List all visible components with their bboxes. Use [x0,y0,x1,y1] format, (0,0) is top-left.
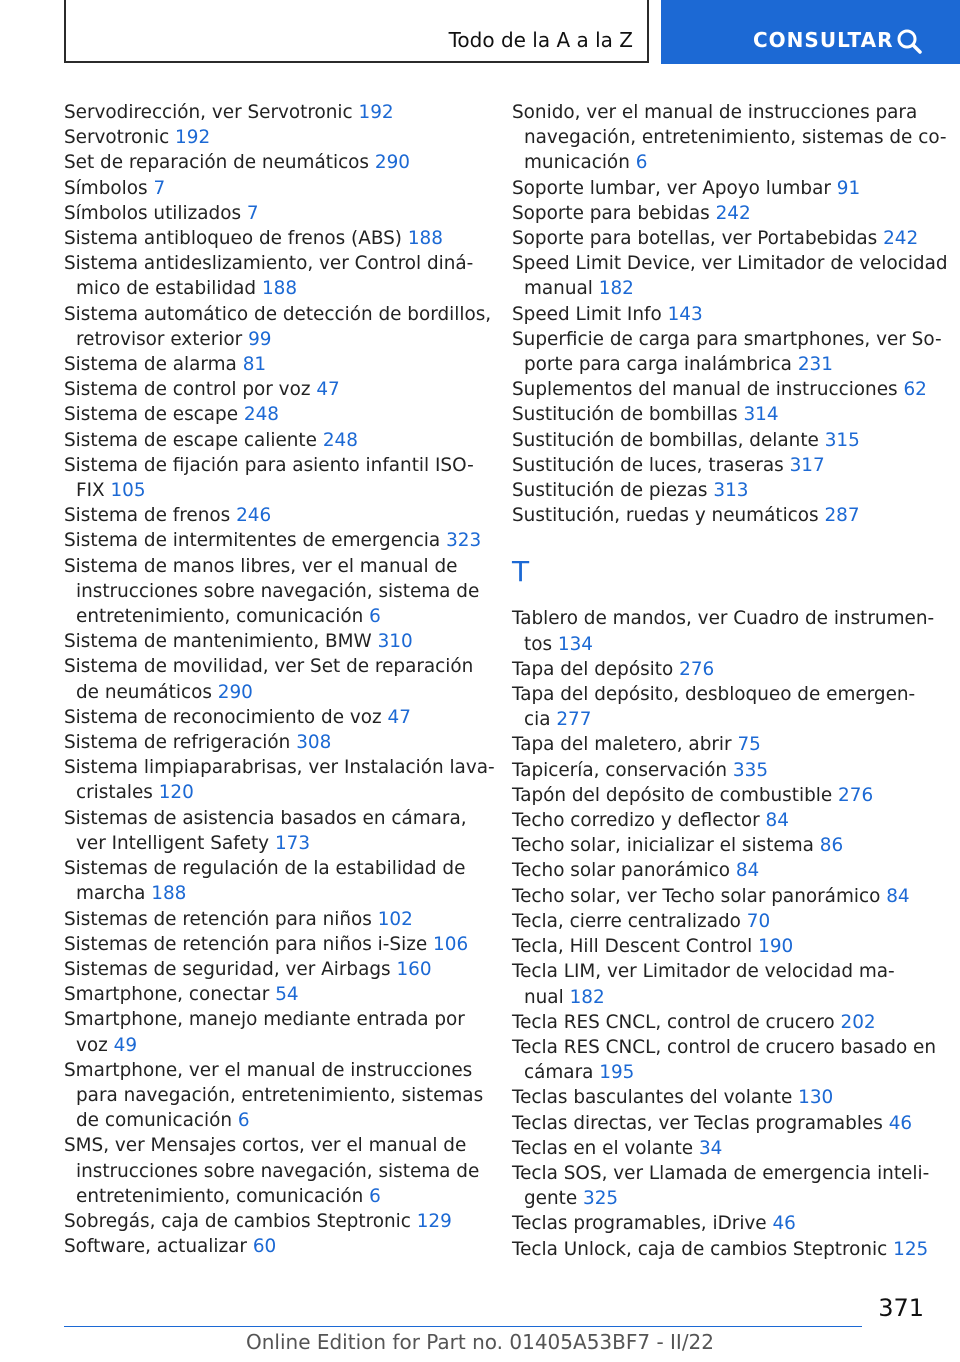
page-link[interactable]: 276 [679,658,715,680]
page-link[interactable]: 276 [838,784,874,806]
entry-text: Servodirección, ver Servotronic [64,102,353,123]
page-link[interactable]: 34 [698,1137,723,1159]
entry-text: Sistema de fijación para asiento infantil ISO- [64,454,474,476]
page-link[interactable]: 62 [903,379,927,401]
entry-continuation: porte para carga inalámbrica [524,354,792,376]
entry-text: Speed Limit Info [512,303,662,325]
index-entry [64,150,484,175]
index-entry [64,1133,484,1209]
page-link[interactable]: 130 [798,1087,834,1109]
entry-text: Sistema limpiaparabrisas, ver Instalación lava- [64,757,495,779]
page-link[interactable]: 231 [797,354,833,376]
page-link[interactable]: 106 [433,933,469,955]
entry-text: Tapicería, conservación [512,759,728,781]
page-link[interactable]: 84 [735,860,760,882]
page-link[interactable]: 242 [715,202,751,224]
entry-continuation: manual [524,278,593,300]
entry-text: Tecla SOS, ver Llamada de emergencia inteli- [512,1162,930,1184]
entry-text: Sistema de intermitentes de emergencia [64,530,441,552]
index-entry [512,327,942,377]
entry-continuation: retrovisor exterior [76,328,243,350]
entry-text: Sistema antideslizamiento, ver Control diná- [64,253,474,275]
entry-text: Sistemas de seguridad, ver Airbags [64,958,391,980]
entry-continuation: voz [76,1034,108,1056]
index-entry [64,302,492,352]
entry-text: Techo solar, inicializar el sistema [512,835,814,857]
page-link[interactable]: 315 [824,429,860,451]
index-entry [64,1234,484,1259]
entry-continuation: entretenimiento, comunicación [76,1185,364,1207]
index-entry [64,629,484,654]
entry-text: Tecla Unlock, caja de cambios Steptronic [512,1238,888,1260]
entry-text: Sistema de escape [64,404,239,426]
index-entry [512,302,932,327]
page-link[interactable]: 84 [886,885,910,907]
entry-continuation: tos [524,633,553,655]
entry-text: Teclas programables, iDrive [512,1213,767,1235]
entry-text: Sistema antibloqueo de frenos (ABS) [64,228,402,250]
index-entry [512,201,932,226]
entry-text: Smartphone, manejo mediante entrada por [64,1009,465,1031]
search-icon [896,28,922,54]
page-link[interactable]: 7 [153,177,166,199]
entry-text: Sistema de alarma [64,354,237,376]
index-column-left [64,100,495,1259]
page-link[interactable]: 188 [407,228,443,250]
entry-text: Sistema automático de detección de bordillos, [64,303,492,325]
page-link[interactable]: 323 [446,530,482,552]
entry-text: Servotronic [64,127,170,149]
entry-text: Sustitución de bombillas, delante [512,429,819,451]
entry-text: Soporte para botellas, ver Portabebidas [512,228,878,250]
page-link[interactable]: 75 [737,734,761,756]
page-link[interactable]: 134 [557,633,594,655]
entry-continuation: de comunicación [76,1110,233,1132]
index-column-right [512,100,948,1262]
entry-text: Sistema de control por voz [64,379,311,401]
index-entry [512,783,932,808]
index-entry [512,858,932,883]
page-link[interactable]: 99 [248,328,272,350]
index-entry [512,1136,932,1161]
entry-text: Tecla LIM, ver Limitador de velocidad ma- [512,961,895,983]
entry-text: Software, actualizar [64,1236,247,1258]
page-link[interactable]: 313 [713,480,749,502]
entry-continuation: entretenimiento, comunicación [76,606,364,628]
index-entry [512,959,932,1009]
page-link[interactable]: 46 [888,1112,913,1134]
page-link[interactable]: 60 [252,1236,277,1258]
page-link[interactable]: 47 [316,379,340,401]
page-link[interactable]: 86 [819,835,844,857]
index-entry [64,201,484,226]
entry-text: Tecla, cierre centralizado [512,910,741,932]
entry-text: Techo solar panorámico [512,860,730,882]
page-link[interactable]: 6 [369,606,381,628]
index-entry [512,657,932,682]
entry-text: Tapón del depósito de combustible [512,784,833,806]
entry-text: Teclas directas, ver Teclas programables [512,1112,883,1134]
page-link[interactable]: 173 [274,832,311,854]
index-entry [64,957,484,982]
entry-text: Teclas basculantes del volante [512,1087,793,1109]
entry-text: Tapa del maletero, abrir [512,734,732,756]
index-entry [64,907,484,932]
entry-continuation: ver Intelligent Safety [76,832,270,854]
entry-text: Sustitución de bombillas [512,404,738,426]
page-link[interactable]: 7 [246,202,259,224]
page-link[interactable]: 91 [836,177,861,199]
entry-text: Suplementos del manual de instrucciones [512,379,898,401]
entry-continuation: nual [524,986,564,1008]
index-entry [64,428,484,453]
tab-consult[interactable] [661,0,960,64]
entry-text: Tablero de mandos, ver Cuadro de instrumen- [512,608,935,630]
entry-continuation: de neumáticos [76,681,212,703]
page-link[interactable]: 6 [369,1185,381,1207]
entry-text: Sustitución de luces, traseras [512,454,784,476]
entry-text: Sistema de movilidad, ver Set de reparación [64,656,474,678]
index-entry [512,758,932,783]
index-entry [512,934,932,959]
entry-continuation: para navegación, entretenimiento, sistemas [76,1084,484,1106]
page-link[interactable]: 277 [556,709,592,731]
index-entry [64,402,484,427]
page-link[interactable]: 70 [746,910,771,932]
index-entry [64,932,484,957]
index-entry [64,528,484,553]
index-entry [512,833,932,858]
entry-text: Sistema de manos libres, ver el manual de [64,555,458,577]
page-link[interactable]: 192 [358,102,394,123]
index-entry [512,226,932,251]
entry-text: Sistemas de asistencia basados en cámara, [64,807,467,829]
page-header [0,0,960,66]
page-link[interactable]: 125 [893,1238,929,1260]
entry-text: Sistema de reconocimiento de voz [64,706,382,728]
page-link[interactable]: 47 [387,706,411,728]
index-entry [64,654,484,704]
entry-text: Símbolos [64,177,148,199]
entry-continuation: mico de estabilidad [76,278,257,300]
page-link[interactable]: 105 [110,480,146,502]
page-link[interactable]: 290 [374,152,410,174]
entry-text: Sistemas de retención para niños i-Size [64,933,428,955]
entry-text: Sobregás, caja de cambios Steptronic [64,1210,411,1232]
footer-edition: Online Edition for Part no. 01405A53BF7 - II/22 [245,1330,715,1354]
index-entry [64,377,484,402]
index-entry [512,377,932,402]
entry-text: Sonido, ver el manual de instrucciones para [512,102,918,123]
page-link[interactable]: 188 [151,883,187,905]
page-link[interactable]: 6 [635,152,648,174]
page-link[interactable]: 246 [236,505,272,527]
entry-text: Speed Limit Device, ver Limitador de velocidad [512,253,948,275]
entry-text: Sistemas de regulación de la estabilidad de [64,858,466,880]
page-number: 371 [878,1294,924,1322]
entry-continuation: navegación, entretenimiento, sistemas de co- [524,127,947,149]
entry-text: Símbolos utilizados [64,202,242,224]
index-entry [64,856,484,906]
index-entry [64,100,484,125]
page-link[interactable]: 46 [772,1213,796,1235]
section-letter: T [512,555,530,589]
index-entry [64,251,484,301]
entry-text: Tapa del depósito [512,658,674,680]
page-link[interactable]: 81 [242,354,267,376]
page-link[interactable]: 49 [113,1034,138,1056]
page-link[interactable]: 102 [377,908,413,930]
page-link[interactable]: 287 [824,505,860,527]
entry-continuation: cia [524,709,551,731]
index-entry [512,1111,932,1136]
index-entry [64,226,484,251]
entry-continuation: FIX [76,480,105,502]
page-link[interactable]: 317 [789,454,825,476]
index-entry [512,402,932,427]
page-link[interactable]: 195 [599,1062,635,1084]
page-link[interactable]: 242 [883,228,919,250]
page-link[interactable]: 84 [765,810,789,832]
index-entry [512,884,932,909]
entry-text: Sistema de refrigeración [64,732,291,754]
entry-text: Sistema de mantenimiento, BMW [64,631,372,653]
index-entry [512,606,935,656]
index-entry [512,1035,937,1085]
page-link[interactable]: 290 [217,681,253,703]
page-link[interactable]: 314 [743,404,779,426]
page-link[interactable]: 308 [296,732,332,754]
index-entry [64,705,484,730]
index-entry [64,755,495,805]
entry-text: Tecla RES CNCL, control de crucero basado en [512,1036,937,1058]
index-entry [512,176,932,201]
entry-text: SMS, ver Mensajes cortos, ver el manual de [64,1135,467,1157]
page-link[interactable]: 190 [758,936,794,958]
entry-continuation: cámara [524,1062,594,1084]
index-entry [512,1085,932,1110]
index-entry [64,453,484,503]
entry-text: Tecla RES CNCL, control de crucero [512,1011,835,1033]
page-link[interactable]: 129 [416,1210,452,1232]
page-link[interactable]: 143 [667,303,703,325]
entry-text: Tapa del depósito, desbloqueo de emergen- [512,684,916,706]
footer-divider [64,1326,862,1327]
entry-text: Smartphone, conectar [64,984,270,1006]
index-entry [512,682,932,732]
index-entry [512,1161,932,1211]
index-entry [64,554,484,630]
index-entry [512,251,948,301]
index-entry [512,909,932,934]
index-entry [64,503,484,528]
page-link[interactable]: 120 [158,782,194,804]
entry-continuation: cristales [76,782,153,804]
index-entry [512,453,932,478]
entry-continuation: gente [524,1188,578,1210]
entry-text: Set de reparación de neumáticos [64,152,370,174]
index-entry [512,478,932,503]
index-entry [512,1010,932,1035]
entry-text: Superficie de carga para smartphones, ver So- [512,328,942,350]
entry-text: Teclas en el volante [512,1137,694,1159]
entry-continuation: instrucciones sobre navegación, sistema de [76,1160,480,1182]
entry-text: Smartphone, ver el manual de instrucciones [64,1059,473,1081]
tab-a-to-z[interactable]: Todo de la A a la Z [64,0,649,63]
page-link[interactable]: 182 [598,278,634,300]
entry-text: Sistema de frenos [64,505,231,527]
page-link[interactable]: 335 [732,759,769,781]
entry-text: Sistemas de retención para niños [64,908,372,930]
index-entry [64,176,484,201]
entry-text: Sustitución, ruedas y neumáticos [512,505,819,527]
entry-text: Soporte para bebidas [512,202,710,224]
index-entry [64,982,484,1007]
index-entry [64,730,484,755]
page-link[interactable]: 248 [322,429,358,451]
index-entry [512,1237,932,1262]
entry-text: Sistema de escape caliente [64,429,317,451]
page-link[interactable]: 310 [377,631,413,653]
page-link[interactable]: 6 [237,1110,250,1132]
entry-continuation: instrucciones sobre navegación, sistema de [76,580,480,602]
index-entry [64,1209,484,1234]
index-entry [64,1007,484,1057]
entry-continuation: municación [524,152,630,174]
page-link[interactable]: 192 [175,127,211,149]
index-entry [512,428,932,453]
page-link[interactable]: 202 [840,1011,876,1033]
page-link[interactable]: 182 [569,986,605,1008]
page-link[interactable]: 248 [243,404,279,426]
index-entry [512,808,932,833]
index-entry [64,125,484,150]
index-entry [512,1211,932,1236]
index-entry [512,732,932,757]
entry-text: Techo corredizo y deflector [512,810,760,832]
entry-text: Tecla, Hill Descent Control [512,936,753,958]
page-link[interactable]: 54 [275,984,299,1006]
entry-text: Sustitución de piezas [512,480,708,502]
page-link[interactable]: 325 [583,1188,619,1210]
index-entry [64,352,484,377]
entry-text: Soporte lumbar, ver Apoyo lumbar [512,177,831,199]
page-link[interactable]: 160 [396,958,432,980]
page-link[interactable]: 188 [261,278,298,300]
index-entry [512,503,932,528]
tab-consult-label: CONSULTAR [753,28,894,52]
index-entry [512,100,947,176]
entry-text: Techo solar, ver Techo solar panorámico [512,885,881,907]
entry-continuation: marcha [76,883,146,905]
index-entry [64,1058,484,1134]
index-entry [64,806,484,856]
